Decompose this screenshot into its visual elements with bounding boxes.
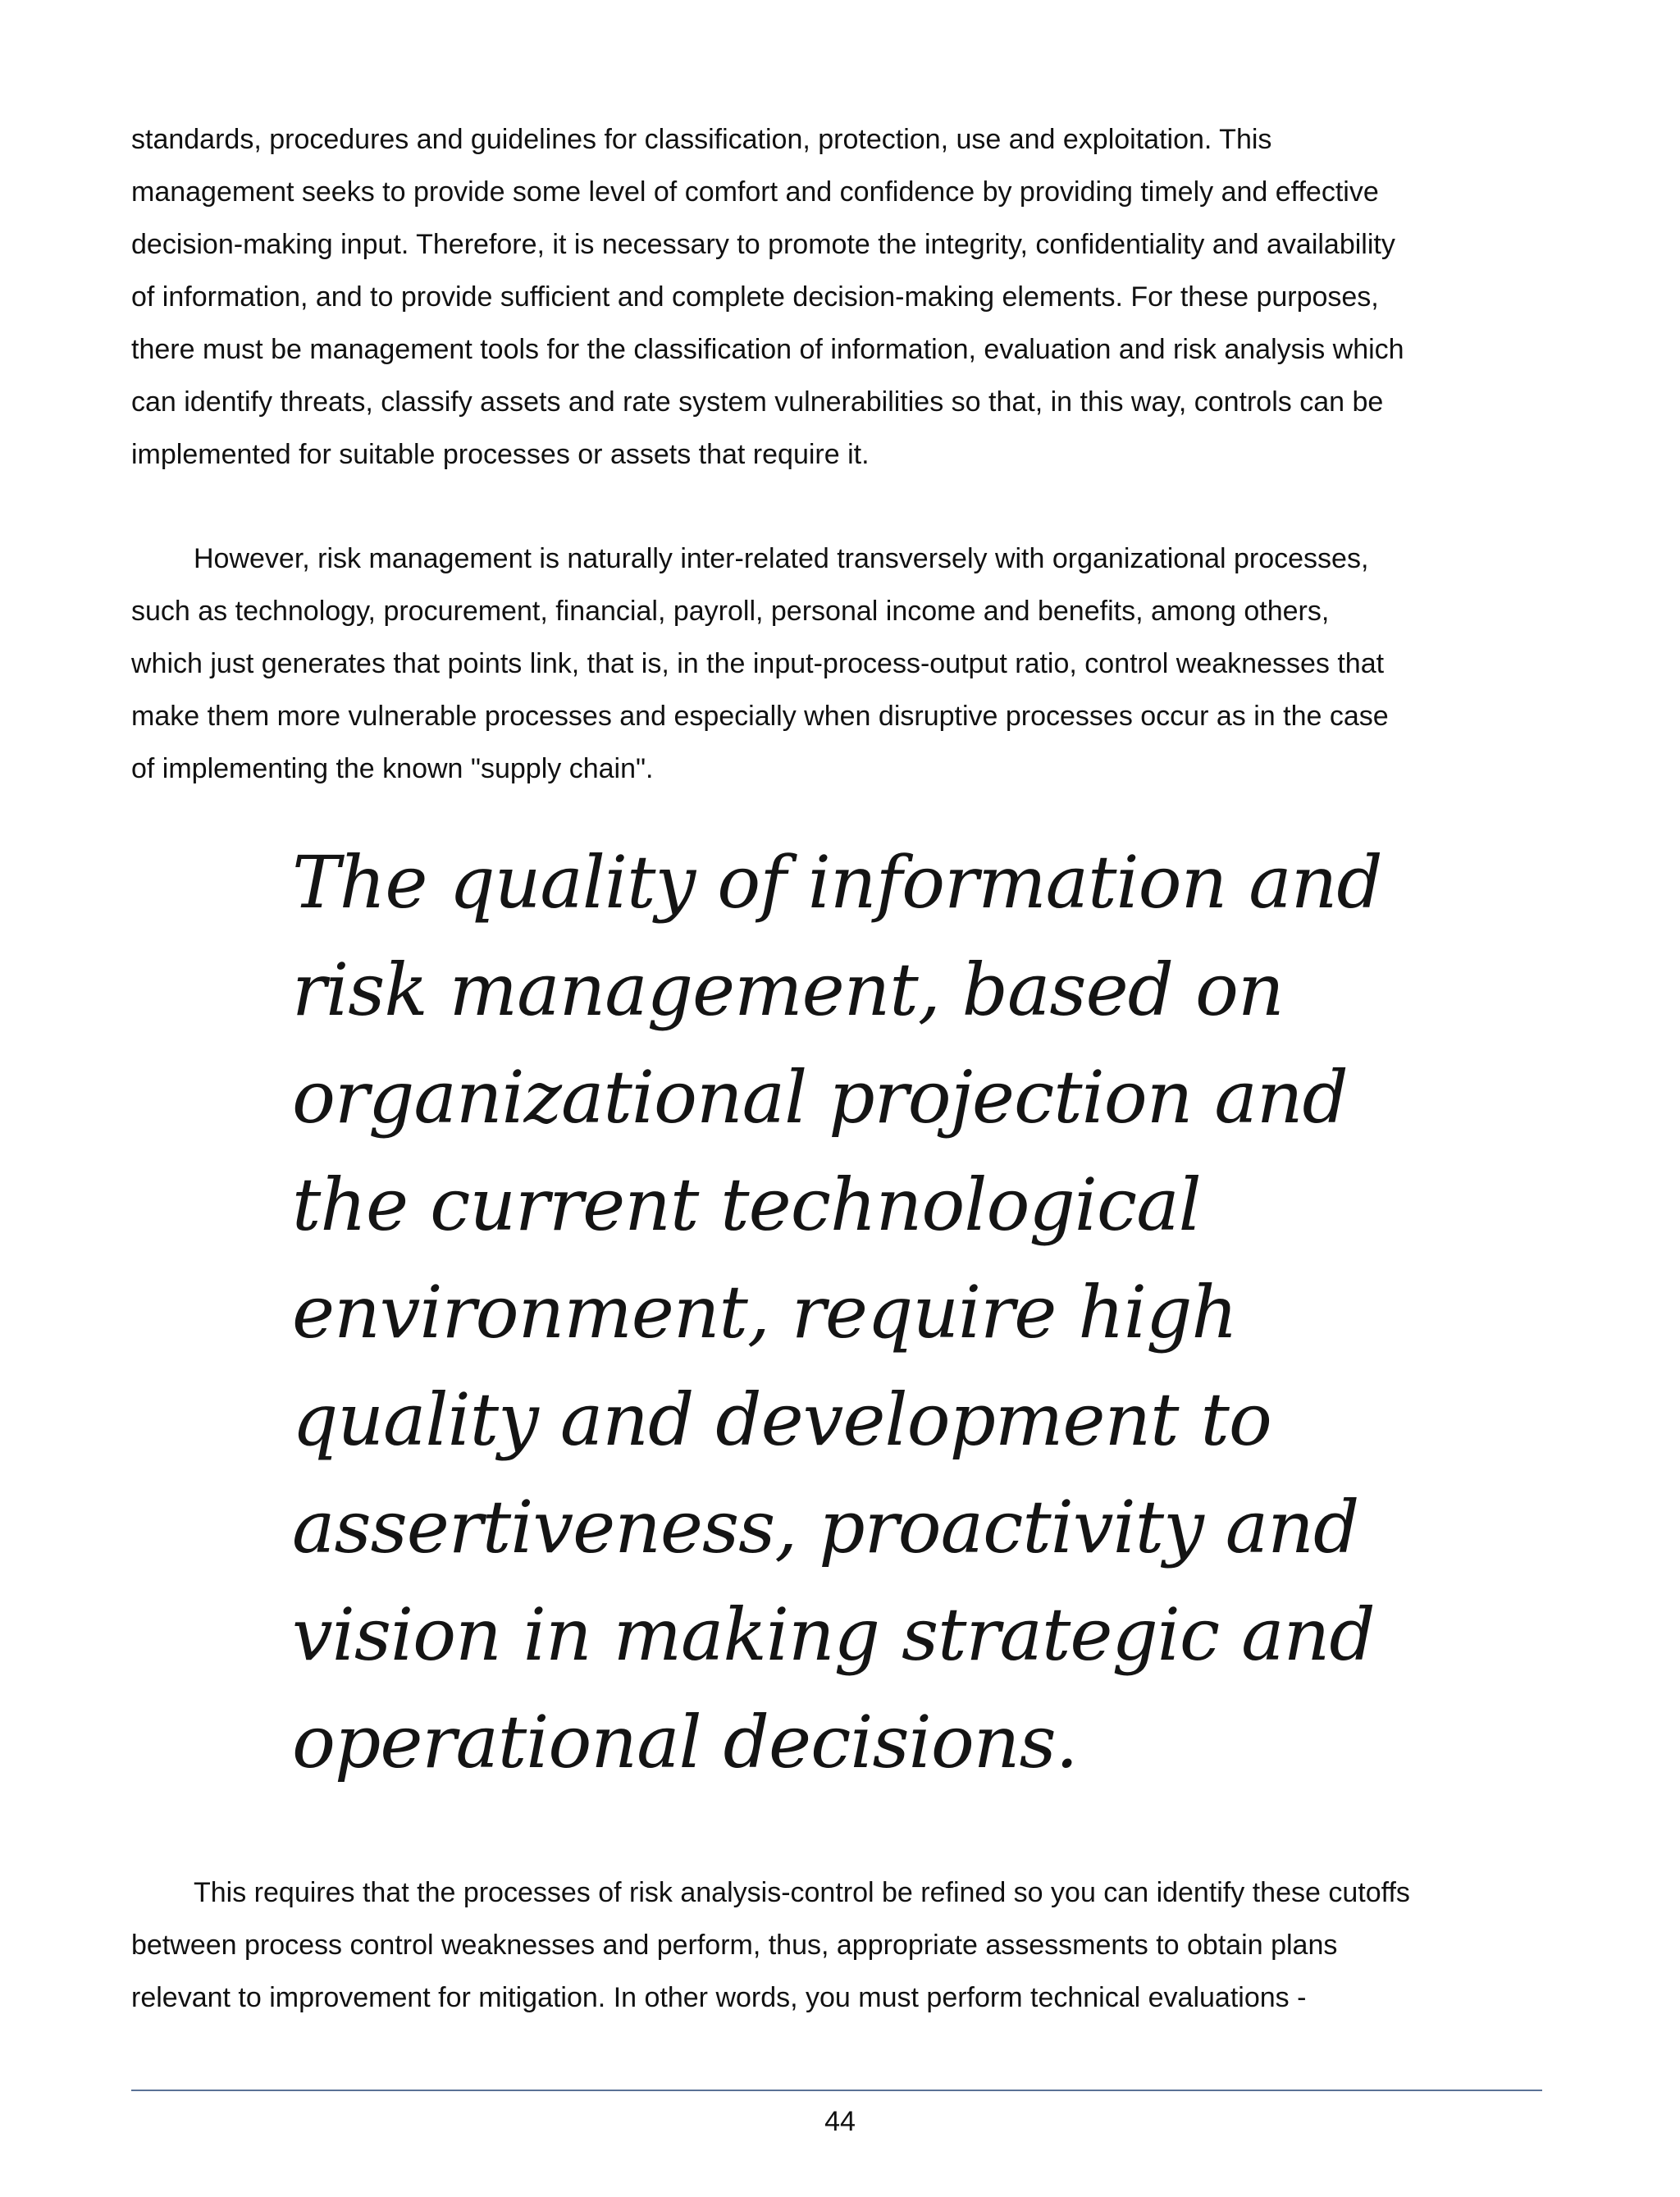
body-paragraph-3 (131, 1866, 1550, 2024)
pull-quote-line: risk management, based on (292, 948, 1284, 1032)
pull-quote-line: operational decisions. (292, 1700, 1078, 1784)
pull-quote-line: assertiveness, proactivity and (292, 1485, 1359, 1569)
pull-quote-line: environment, require high (292, 1270, 1238, 1354)
paragraph-line: standards, procedures and guidelines for classification, protection, use and exploitation. This (131, 124, 1272, 155)
footer-divider (131, 2090, 1542, 2091)
paragraph-line: This requires that the processes of risk analysis-control be refined so you can identify these cutoffs (194, 1877, 1410, 1908)
body-paragraph-1 (131, 113, 1550, 481)
pull-quote-line: quality and development to (292, 1377, 1271, 1462)
paragraph-line: such as technology, procurement, financial, payroll, personal income and benefits, among others, (131, 596, 1330, 627)
pull-quote-line: organizational projection and (292, 1055, 1348, 1140)
pull-quote-line: the current technological (292, 1162, 1201, 1247)
pull-quote-line: vision in making strategic and (292, 1592, 1375, 1677)
paragraph-line: decision-making input. Therefore, it is necessary to promote the integrity, confidentiality and availability (131, 229, 1395, 260)
paragraph-line: management seeks to provide some level of comfort and confidence by providing timely and effective (131, 176, 1379, 208)
paragraph-line: can identify threats, classify assets and rate system vulnerabilities so that, in this way, controls can be (131, 386, 1384, 418)
paragraph-line: implemented for suitable processes or assets that require it. (131, 439, 870, 470)
body-paragraph-2 (131, 532, 1550, 795)
paragraph-line: of information, and to provide sufficient and complete decision-making elements. For these purposes, (131, 281, 1379, 313)
paragraph-line: there must be management tools for the classification of information, evaluation and risk analysis which (131, 334, 1404, 365)
paragraph-line: relevant to improvement for mitigation. In other words, you must perform technical evaluations - (131, 1982, 1307, 2013)
paragraph-line: which just generates that points link, that is, in the input-process-output ratio, control weaknesses that (131, 648, 1385, 679)
pull-quote (292, 829, 1522, 1796)
pull-quote-line: The quality of information and (292, 840, 1382, 925)
paragraph-line: make them more vulnerable processes and especially when disruptive processes occur as in the case (131, 701, 1389, 732)
paragraph-line: between process control weaknesses and perform, thus, appropriate assessments to obtain plans (131, 1930, 1338, 1961)
page-number: 44 (824, 2106, 856, 2137)
paragraph-line: of implementing the known "supply chain". (131, 753, 654, 784)
paragraph-line: However, risk management is naturally inter-related transversely with organizational processes, (194, 543, 1369, 574)
